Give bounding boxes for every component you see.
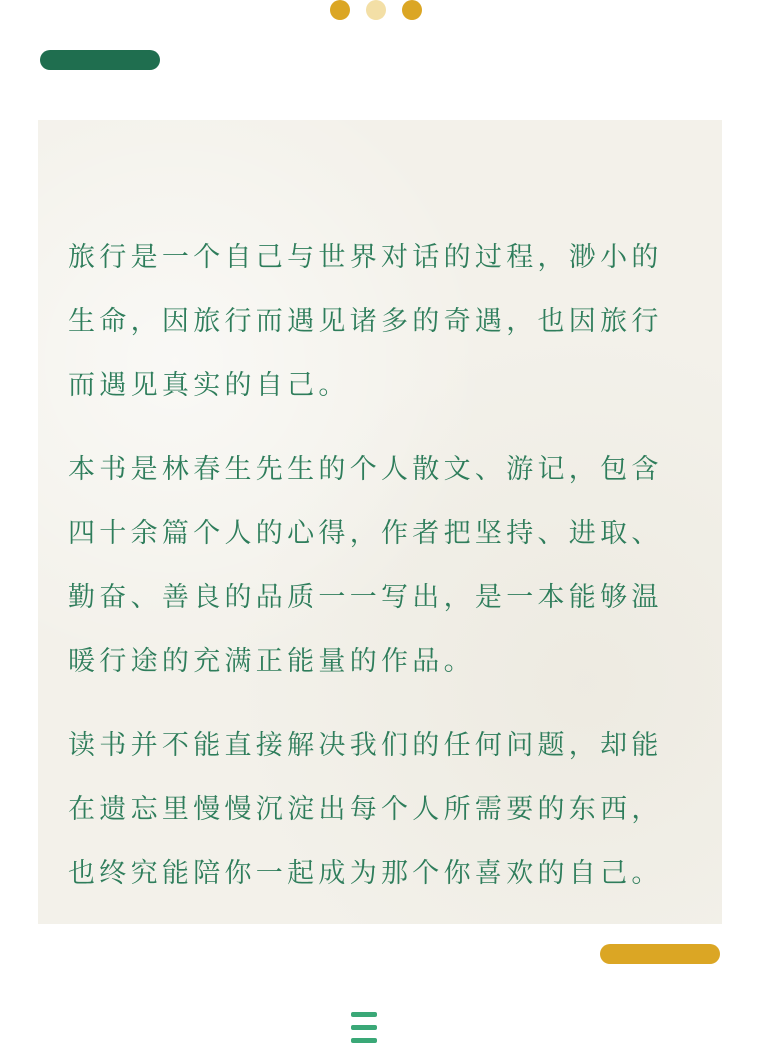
gold-dot-icon	[330, 0, 350, 20]
text-card	[38, 120, 722, 924]
gold-dot-icon	[402, 0, 422, 20]
paragraph-1: 旅行是一个自己与世界对话的过程，渺小的生命，因旅行而遇见诸多的奇遇，也因旅行而遇见真实的自己。	[68, 242, 663, 401]
green-divider-pill	[40, 50, 160, 70]
menu-line	[351, 1025, 377, 1030]
paragraph-2: 本书是林春生先生的个人散文、游记，包含四十余篇个人的心得，作者把坚持、进取、勤奋、善良的品质一一写出，是一本能够温暖行途的充满正能量的作品。	[68, 454, 663, 677]
menu-line	[351, 1038, 377, 1043]
paragraph-3: 读书并不能直接解决我们的任何问题，却能在遗忘里慢慢沉淀出每个人所需要的东西，也终究能陪你一起成为那个你喜欢的自己。	[68, 730, 663, 889]
gold-divider-pill	[600, 944, 720, 964]
light-gold-dot-icon	[366, 0, 386, 20]
decorative-dots	[330, 0, 430, 22]
menu-icon[interactable]	[351, 1012, 377, 1044]
menu-line	[351, 1012, 377, 1017]
